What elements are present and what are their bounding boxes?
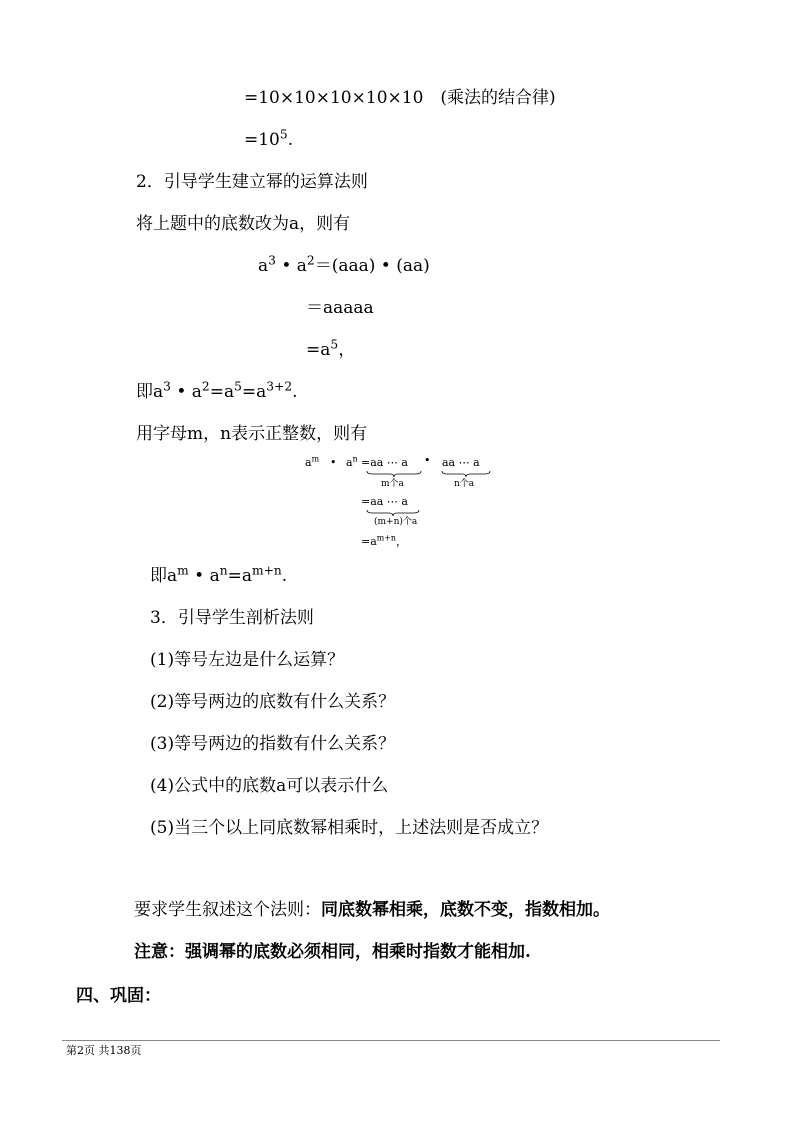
note-line: 注意：强调幂的底数必须相同，相乘时指数才能相加. <box>134 942 531 962</box>
step-3-heading: 3．引导学生剖析法则 <box>150 608 314 628</box>
equation-line-1 <box>244 86 556 110</box>
underbrace-label-3: (m+n)个a <box>374 517 418 527</box>
footer-divider <box>62 1040 720 1041</box>
formula-dot-1: • <box>330 456 337 469</box>
change-base-text: 将上题中的底数改为a，则有 <box>136 214 351 234</box>
equation-a5: $=a^5$， <box>306 337 356 360</box>
question-5: (5)当三个以上同底数幂相乘时，上述法则是否成立？ <box>150 818 549 838</box>
question-4: (4)公式中的底数a可以表示什么 <box>150 776 389 796</box>
equation-text: =10×10×10×10×10 (乘法的结合律) <box>244 88 556 108</box>
underbrace-2 <box>441 470 491 478</box>
question-1: (1)等号左边是什么运算？ <box>150 650 345 670</box>
formula-an: $a^n$ <box>346 454 358 469</box>
question-3: (3)等号两边的指数有什么关系？ <box>150 734 396 754</box>
page-footer: 第2页 共138页 <box>66 1044 142 1057</box>
question-2: (2)等号两边的底数有什么关系？ <box>150 692 396 712</box>
equation-a3-a2: $a^3$ • $a^2=(aaa)$ • (aa) <box>258 253 430 276</box>
underbrace-label-1: m个a <box>381 479 404 489</box>
section-4-heading: 四、巩固： <box>76 986 161 1006</box>
formula-am: $a^m$ <box>305 454 320 469</box>
letters-text: 用字母m，n表示正整数，则有 <box>136 424 368 444</box>
conclusion-line: 即$a^3$ • $a^2=a^5=a^{3+2}$. <box>136 379 298 402</box>
formula-group-1: =aa ⋯ a <box>361 456 408 469</box>
equation-line-2: $=10^5$. <box>244 127 294 150</box>
formula-result: $=a^{m+n}$， <box>361 533 407 548</box>
underbrace-label-2: n个a <box>454 479 475 489</box>
formula-group-2: aa ⋯ a <box>442 456 480 469</box>
formula-group-3: =aa ⋯ a <box>361 495 408 508</box>
formula-dot-2: • <box>424 454 431 467</box>
equation-aaaaa: ＝aaaaa <box>306 298 374 318</box>
requirement-line: 要求学生叙述这个法则：同底数幂相乘，底数不变，指数相加。 <box>134 900 610 920</box>
underbrace-3 <box>366 509 420 517</box>
conclusion-line-2: 即$a^m$ • $a^n=a^{m+n}$. <box>150 563 288 586</box>
rule-text: 同底数幂相乘，底数不变，指数相加。 <box>321 900 610 920</box>
step-2-heading: 2．引导学生建立幂的运算法则 <box>136 172 368 192</box>
underbrace-1 <box>366 470 422 478</box>
